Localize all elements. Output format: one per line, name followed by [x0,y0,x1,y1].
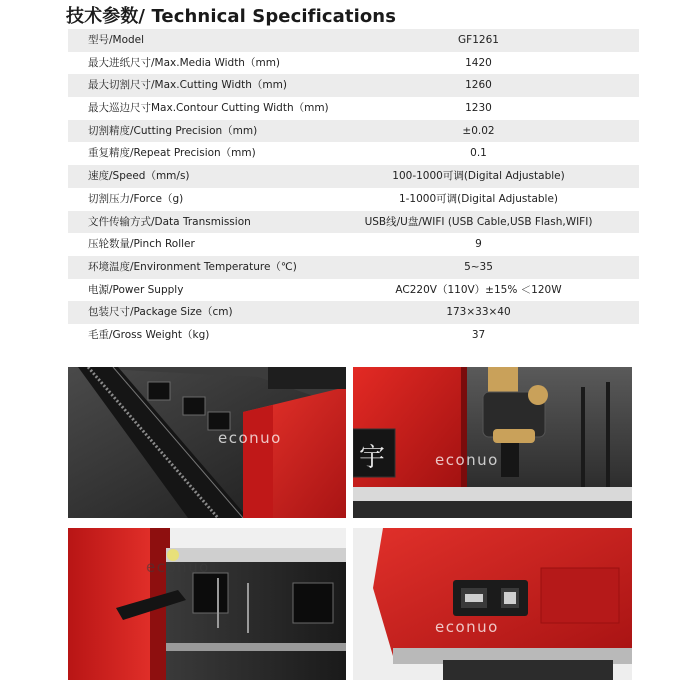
panel-glyph: 宇 [359,443,386,473]
product-photo-lever [68,528,346,680]
spec-value: 9 [475,238,482,251]
spec-label: 最大切割尺寸/Max.Cutting Width（mm) [88,79,287,92]
spec-value: USB线/U盘/WIFI (USB Cable,USB Flash,WIFI) [364,215,593,228]
spec-row [68,74,639,97]
spec-value: 5~35 [464,260,493,273]
spec-label: 型号/Model [88,34,145,46]
watermark-text: econuo [146,558,210,576]
watermark-text: econuo [218,429,282,447]
spec-row [68,165,639,188]
spec-value: 37 [471,328,486,341]
spec-value: 1-1000可调(Digital Adjustable) [398,192,559,205]
spec-row [68,211,639,234]
spec-label: 切割精度/Cutting Precision（mm) [88,124,258,137]
spec-row [68,52,639,75]
spec-value: 1260 [465,79,492,92]
spec-value: 1420 [465,56,492,69]
product-photo-cutting-head [353,367,632,518]
spec-label: 最大巡边尺寸Max.Contour Cutting Width（mm) [88,102,329,115]
spec-row [68,120,639,143]
watermark-text: econuo [435,618,499,636]
spec-label: 压轮数量/Pinch Roller [88,238,195,251]
spec-label: 重复精度/Repeat Precision（mm) [88,147,256,160]
product-photo-usb-ports [353,528,632,680]
spec-table [68,29,639,347]
spec-label: 最大进纸尺寸/Max.Media Width（mm) [88,56,281,69]
spec-row [68,188,639,211]
spec-row [68,142,639,165]
spec-value: ±0.02 [462,124,495,137]
spec-label: 文件传输方式/Data Transmission [88,215,251,228]
spec-value: 0.1 [470,147,487,160]
spec-label: 电源/Power Supply [88,283,184,296]
product-photo-pinch-rollers [68,367,346,518]
watermark-text: econuo [435,451,499,469]
spec-value: 1230 [465,102,492,115]
spec-row [68,324,639,347]
spec-label: 毛重/Gross Weight（kg) [88,328,210,341]
spec-row [68,29,639,52]
spec-label: 环境温度/Environment Temperature（℃) [88,260,297,273]
spec-row [68,301,639,324]
spec-label: 切割压力/Force（g) [88,192,184,205]
spec-row [68,97,639,120]
page-title: 技术参数/ Technical Specifications [66,6,397,27]
spec-value: GF1261 [458,34,499,46]
spec-label: 包装尺寸/Package Size（cm) [88,306,233,319]
spec-row [68,233,639,256]
spec-row [68,256,639,279]
spec-label: 速度/Speed（mm/s) [88,170,190,183]
spec-row [68,279,639,302]
spec-value: AC220V（110V）±15% ＜120W [395,283,562,296]
spec-value: 173×33×40 [446,306,511,319]
spec-value: 100-1000可调(Digital Adjustable) [392,170,565,183]
